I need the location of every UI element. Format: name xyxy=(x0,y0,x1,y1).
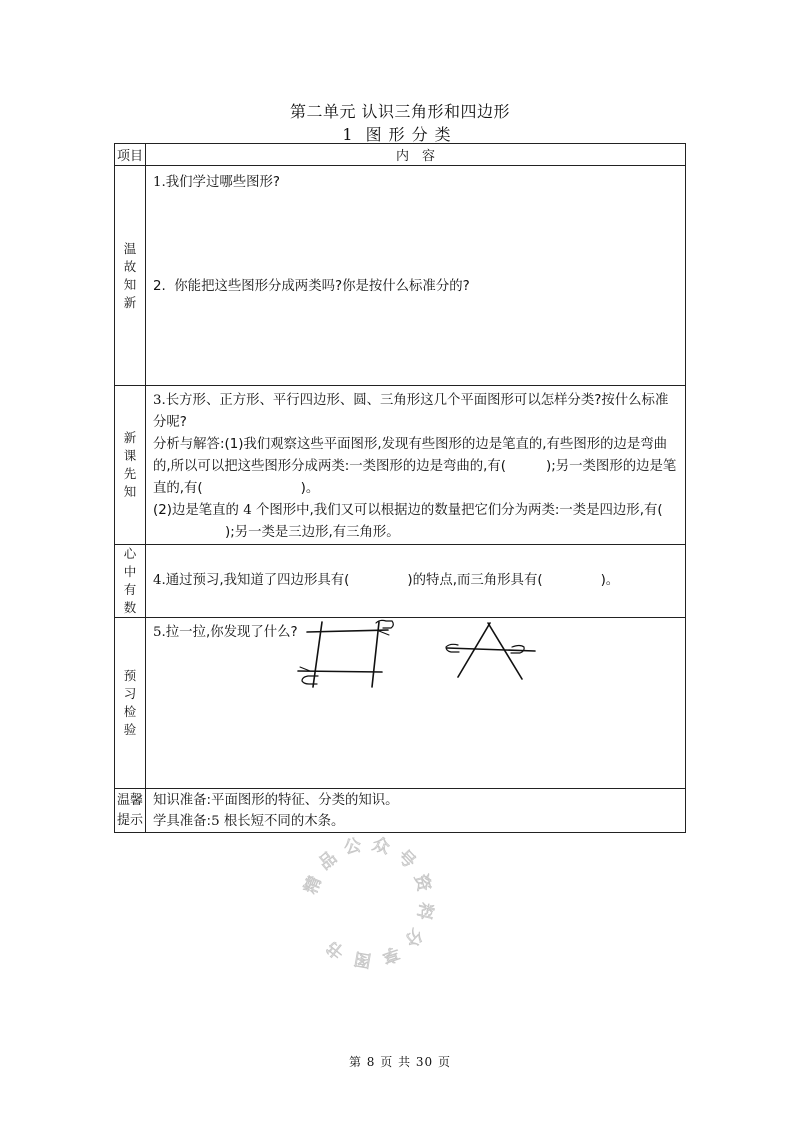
watermark-stamp xyxy=(298,832,438,972)
table-header-row xyxy=(115,144,686,166)
tip-knowledge: 知识准备:平面图形的特征、分类的知识。 xyxy=(153,793,399,808)
content-column-header: 内 容 xyxy=(146,144,686,166)
table-row xyxy=(115,545,686,618)
svg-text:精品公众号资料分享图书: 精品公众号资料分享图书 xyxy=(300,833,437,971)
row-label: 新课先知 xyxy=(123,430,137,499)
row-label: 预习检验 xyxy=(123,668,137,737)
question-5: 5.拉一拉,你发现了什么? xyxy=(153,625,298,640)
question-1: 1.我们学过哪些图形? xyxy=(153,175,281,190)
page-footer: 第 8 页 共 30 页 xyxy=(348,1055,452,1069)
page-number: 8 xyxy=(366,1055,376,1069)
row-content xyxy=(146,166,686,386)
analysis-part-1: 分析与解答:(1)我们观察这些平面图形,发现有些图形的边是笔直的,有些图形的边是弯曲的,所以可以把这些图形分成两类:一类图形的边是弯曲的,有( );另一类图形的边是笔直的,有( )。 xyxy=(153,437,677,496)
quadrilateral-sticks-figure xyxy=(298,620,393,687)
row-content xyxy=(146,789,686,833)
lesson-number: 1 xyxy=(342,125,360,144)
row-label: 心中有数 xyxy=(123,546,137,615)
document-title: 第二单元 认识三角形和四边形 xyxy=(289,102,511,121)
row-label-bottom: 提示 xyxy=(116,812,143,828)
lesson-title xyxy=(0,122,800,145)
triangle-sticks-figure xyxy=(446,623,535,679)
worksheet-table xyxy=(114,143,686,833)
question-3: 3.长方形、正方形、平行四边形、圆、三角形这几个平面图形可以怎样分类?按什么标准分呢? xyxy=(153,393,669,430)
table-row xyxy=(115,386,686,545)
row-label-top: 温馨 xyxy=(116,792,143,808)
row-label-cell xyxy=(115,166,146,386)
row-label-cell xyxy=(115,618,146,789)
question-2: 2. 你能把这些图形分成两类吗?你是按什么标准分的? xyxy=(153,279,470,294)
row-label-cell xyxy=(115,789,146,833)
row-label-cell xyxy=(115,386,146,545)
stick-drawings xyxy=(290,615,550,695)
item-column-header: 项目 xyxy=(115,144,146,166)
table-row xyxy=(115,789,686,833)
table-row xyxy=(115,166,686,386)
row-content xyxy=(146,386,686,545)
row-label: 温故知新 xyxy=(123,240,137,310)
question-4: 4.通过预习,我知道了四边形具有( )的特点,而三角形具有( )。 xyxy=(153,573,620,588)
lesson-name: 图形分类 xyxy=(365,125,458,144)
tip-tools: 学具准备:5 根长短不同的木条。 xyxy=(153,814,345,829)
row-label-cell xyxy=(115,545,146,618)
row-content xyxy=(146,545,686,618)
analysis-part-2: (2)边是笔直的 4 个图形中,我们又可以根据边的数量把它们分为两类:一类是四边形,有();另一类是三边形,有三角形。 xyxy=(153,503,663,540)
page-total: 30 xyxy=(415,1055,434,1069)
